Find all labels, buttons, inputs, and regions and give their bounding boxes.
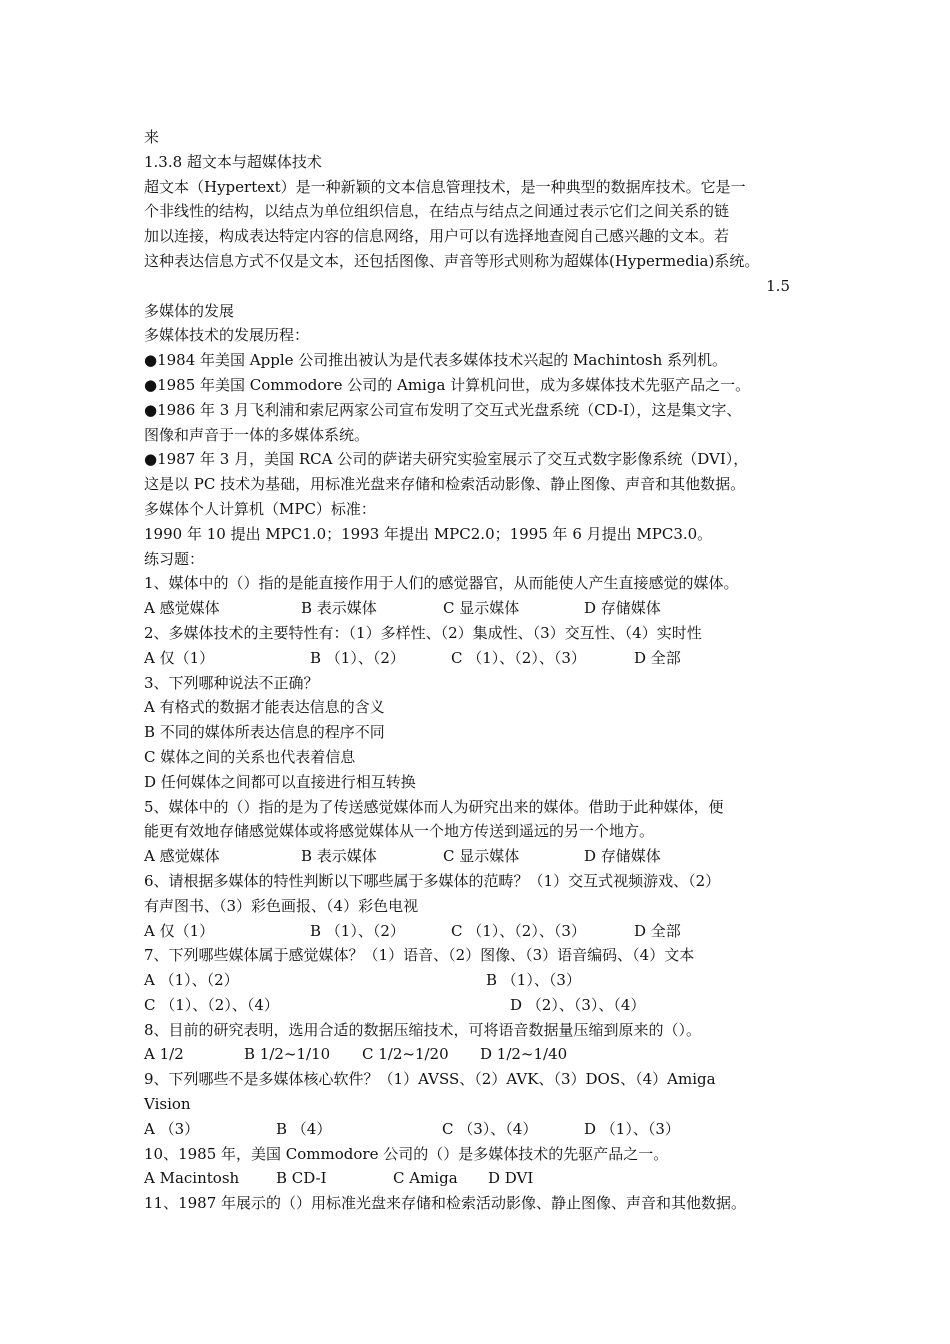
option-c: C Amiga (393, 1169, 458, 1188)
option-d: D 1/2~1/40 (480, 1045, 568, 1064)
exercises-heading: 练习题： (144, 549, 205, 568)
option-c: C （1）、（2）、（4） (144, 995, 279, 1014)
option-c: C 显示媒体 (443, 847, 520, 866)
option-a: A 感觉媒体 (144, 847, 220, 866)
question-5 (144, 795, 808, 845)
paragraph-line: ●1987 年 3 月，美国 RCA 公司的萨诺夫研究实验室展示了交互式数字影像系统（DVI）， (144, 450, 749, 469)
option-d: D 存储媒体 (584, 599, 661, 618)
paragraph-line: ●1986 年 3 月飞利浦和索尼两家公司宣布发明了交互式光盘系统（CD-I），这是集文字、 (144, 400, 742, 419)
paragraph-line: 这种表达信息方式不仅是文本，还包括图像、声音等形式则称为超媒体(Hypermedia)系统。 (144, 251, 760, 270)
question-6 (144, 869, 808, 919)
history-heading: 多媒体技术的发展历程： (144, 326, 310, 345)
question-3-option-a: A 有格式的数据才能表达信息的含义 (144, 698, 385, 717)
option-d: D （1）、（3） (584, 1119, 680, 1138)
option-a: A 仅（1） (144, 921, 215, 940)
option-b: B （1）、（3） (486, 971, 581, 990)
paragraph-line: 图像和声音于一体的多媒体系统。 (144, 425, 370, 444)
option-a: A 仅（1） (144, 648, 215, 667)
option-c: C （1）、（2）、（3） (451, 921, 586, 940)
paragraph-line: 加以连接，构成表达特定内容的信息网络，用户可以有选择地查阅自己感兴趣的文本。若 (144, 227, 730, 246)
question-7: 7、下列哪些媒体属于感觉媒体？（1）语音、（2）图像、（3）语音编码、（4）文本 (144, 946, 695, 965)
question-8: 8、目前的研究表明，选用合适的数据压缩技术，可将语音数据量压缩到原来的（）。 (144, 1020, 702, 1039)
question-8-options (144, 1042, 808, 1067)
mpc-heading: 多媒体个人计算机（MPC）标准： (144, 499, 376, 518)
option-b: B （1）、（2） (310, 648, 405, 667)
question-7-options-row-2 (144, 993, 808, 1018)
option-b: B （1）、（2） (310, 921, 405, 940)
option-a: A （3） (144, 1119, 200, 1138)
question-3-option-d: D 任何媒体之间都可以直接进行相互转换 (144, 772, 416, 791)
question-11: 11、1987 年展示的（）用标准光盘来存储和检索活动影像、静止图像、声音和其他数据。 (144, 1194, 747, 1213)
option-c: C 显示媒体 (443, 599, 520, 618)
question-6-options (144, 919, 808, 944)
option-c: C （3）、（4） (442, 1119, 538, 1138)
paragraph-line: 6、请根据多媒体的特性判断以下哪些属于多媒体的范畴？（1）交互式视频游戏、（2） (144, 871, 721, 890)
question-3-option-b: B 不同的媒体所表达信息的程序不同 (144, 723, 385, 742)
option-a: A 感觉媒体 (144, 599, 220, 618)
question-9 (144, 1067, 808, 1117)
question-1-options (144, 596, 808, 621)
option-b: B （4） (276, 1119, 332, 1138)
history-item-1984: ●1984 年美国 Apple 公司推出被认为是代表多媒体技术兴起的 Machintosh 系列机。 (144, 351, 728, 370)
history-item-1987 (144, 447, 808, 497)
option-d: D 全部 (634, 921, 681, 940)
paragraph-line: Vision (144, 1095, 191, 1114)
paragraph-line: 这是以 PC 技术为基础，用标准光盘来存储和检索活动影像、静止图像、声音和其他数据。 (144, 475, 746, 494)
paragraph-line: 9、下列哪些不是多媒体核心软件？（1）AVSS、（2）AVK、（3）DOS、（4）Amiga (144, 1070, 716, 1089)
question-5-options (144, 844, 808, 869)
option-c: C 1/2~1/20 (362, 1045, 449, 1064)
option-a: A 1/2 (144, 1045, 184, 1064)
option-b: B 表示媒体 (301, 599, 377, 618)
hypertext-paragraph (144, 175, 808, 274)
option-b: B CD-I (276, 1169, 327, 1188)
section-number: 1.5 (766, 276, 790, 295)
paragraph-line: 个非线性的结构，以结点为单位组织信息，在结点与结点之间通过表示它们之间关系的链 (144, 202, 730, 221)
question-10: 10、1985 年，美国 Commodore 公司的（）是多媒体技术的先驱产品之一。 (144, 1144, 669, 1163)
option-b: B 表示媒体 (301, 847, 377, 866)
continued-text: 来 (144, 128, 160, 146)
paragraph-line: 超文本（Hypertext）是一种新颖的文本信息管理技术，是一种典型的数据库技术。它是一 (144, 177, 746, 196)
option-d: D 存储媒体 (584, 847, 661, 866)
question-7-options-row-1 (144, 968, 808, 993)
question-3: 3、下列哪种说法不正确？ (144, 673, 319, 692)
option-a: A （1）、（2） (144, 971, 239, 990)
section-heading-1-3-8: 1.3.8 超文本与超媒体技术 (144, 152, 322, 171)
question-2: 2、多媒体技术的主要特性有：（1）多样性、（2）集成性、（3）交互性、（4）实时性 (144, 623, 702, 642)
question-3-option-c: C 媒体之间的关系也代表着信息 (144, 747, 356, 766)
history-item-1986 (144, 398, 808, 448)
question-9-options (144, 1117, 808, 1142)
question-1: 1、媒体中的（）指的是能直接作用于人们的感觉器官，从而能使人产生直接感觉的媒体。 (144, 574, 739, 593)
option-b: B 1/2~1/10 (244, 1045, 331, 1064)
option-a: A Macintosh (144, 1169, 240, 1188)
paragraph-line: 5、媒体中的（）指的是为了传送感觉媒体而人为研究出来的媒体。借助于此种媒体，便 (144, 797, 724, 816)
option-c: C （1）、（2）、（3） (451, 648, 586, 667)
question-2-options (144, 646, 808, 671)
option-d: D 全部 (634, 648, 681, 667)
section-heading-1-5: 多媒体的发展 (144, 301, 235, 320)
option-d: D （2）、（3）、（4） (510, 995, 646, 1014)
question-10-options (144, 1166, 808, 1191)
history-item-1985: ●1985 年美国 Commodore 公司的 Amiga 计算机问世，成为多媒体技术先驱产品之一。 (144, 375, 751, 394)
document-page (144, 125, 808, 1216)
option-d: D DVI (488, 1169, 534, 1188)
mpc-timeline: 1990 年 10 提出 MPC1.0；1993 年提出 MPC2.0；1995 年 6 月提出 MPC3.0。 (144, 524, 713, 543)
paragraph-line: 有声图书、（3）彩色画报、（4）彩色电视 (144, 896, 419, 915)
paragraph-line: 能更有效地存储感觉媒体或将感觉媒体从一个地方传送到遥远的另一个地方。 (144, 822, 655, 841)
